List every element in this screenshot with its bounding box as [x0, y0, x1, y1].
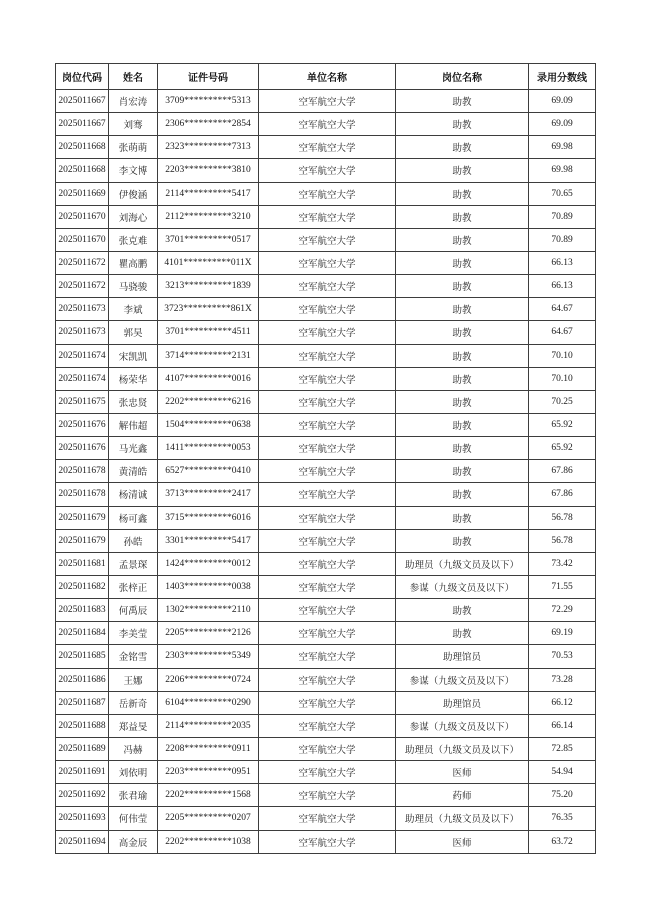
cell-post-code: 2025011679: [56, 529, 109, 552]
cell-score-line: 67.86: [529, 483, 596, 506]
cell-post-name: 助教: [396, 228, 529, 251]
cell-post-code: 2025011688: [56, 714, 109, 737]
cell-name: 李美莹: [109, 622, 158, 645]
cell-unit-name: 空军航空大学: [259, 205, 396, 228]
table-row: [56, 483, 596, 506]
table-row: [56, 182, 596, 205]
cell-post-code: 2025011689: [56, 737, 109, 760]
cell-post-code: 2025011673: [56, 298, 109, 321]
column-header-id-number: 证件号码: [158, 64, 259, 90]
cell-name: 郭昊: [109, 321, 158, 344]
cell-post-name: 助理馆员: [396, 691, 529, 714]
cell-name: 孙皓: [109, 529, 158, 552]
cell-name: 李文博: [109, 159, 158, 182]
cell-unit-name: 空军航空大学: [259, 552, 396, 575]
table-row: [56, 714, 596, 737]
cell-name: 冯赫: [109, 737, 158, 760]
cell-id-number: 1403**********0038: [158, 575, 259, 598]
cell-score-line: 75.20: [529, 784, 596, 807]
table-row: [56, 599, 596, 622]
cell-post-name: 助教: [396, 298, 529, 321]
table-row: [56, 344, 596, 367]
table-row: [56, 228, 596, 251]
cell-post-name: 助教: [396, 344, 529, 367]
cell-unit-name: 空军航空大学: [259, 228, 396, 251]
cell-post-code: 2025011678: [56, 460, 109, 483]
cell-id-number: 2114**********5417: [158, 182, 259, 205]
cell-id-number: 1411**********0053: [158, 437, 259, 460]
cell-unit-name: 空军航空大学: [259, 298, 396, 321]
cell-id-number: 2114**********2035: [158, 714, 259, 737]
cell-score-line: 66.13: [529, 275, 596, 298]
table-row: [56, 830, 596, 853]
cell-name: 岳新奇: [109, 691, 158, 714]
cell-name: 刘骞: [109, 113, 158, 136]
cell-name: 郑益旻: [109, 714, 158, 737]
cell-id-number: 1504**********0638: [158, 413, 259, 436]
cell-post-name: 助教: [396, 205, 529, 228]
cell-unit-name: 空军航空大学: [259, 599, 396, 622]
cell-post-name: 助理员（九级文员及以下）: [396, 737, 529, 760]
header-row: [56, 64, 596, 90]
cell-name: 张克难: [109, 228, 158, 251]
cell-unit-name: 空军航空大学: [259, 413, 396, 436]
cell-unit-name: 空军航空大学: [259, 251, 396, 274]
table-row: [56, 784, 596, 807]
cell-score-line: 56.78: [529, 529, 596, 552]
cell-post-code: 2025011667: [56, 113, 109, 136]
cell-unit-name: 空军航空大学: [259, 807, 396, 830]
cell-score-line: 67.86: [529, 460, 596, 483]
table-row: [56, 437, 596, 460]
cell-post-name: 助教: [396, 390, 529, 413]
table-row: [56, 136, 596, 159]
cell-post-code: 2025011668: [56, 159, 109, 182]
cell-post-name: 助理员（九级文员及以下）: [396, 807, 529, 830]
cell-unit-name: 空军航空大学: [259, 159, 396, 182]
cell-score-line: 63.72: [529, 830, 596, 853]
cell-post-code: 2025011685: [56, 645, 109, 668]
cell-post-name: 医师: [396, 830, 529, 853]
cell-score-line: 64.67: [529, 298, 596, 321]
cell-score-line: 66.14: [529, 714, 596, 737]
cell-id-number: 4107**********0016: [158, 367, 259, 390]
cell-id-number: 6527**********0410: [158, 460, 259, 483]
cell-id-number: 2202**********1038: [158, 830, 259, 853]
cell-score-line: 70.25: [529, 390, 596, 413]
cell-post-name: 助教: [396, 483, 529, 506]
cell-post-code: 2025011686: [56, 668, 109, 691]
cell-name: 肖宏涛: [109, 90, 158, 113]
cell-post-code: 2025011678: [56, 483, 109, 506]
cell-id-number: 2206**********0724: [158, 668, 259, 691]
cell-post-name: 助教: [396, 529, 529, 552]
cell-score-line: 66.12: [529, 691, 596, 714]
column-header-score-line: 录用分数线: [529, 64, 596, 90]
cell-id-number: 1424**********0012: [158, 552, 259, 575]
cell-post-name: 参谋（九级文员及以下）: [396, 668, 529, 691]
cell-post-name: 助教: [396, 413, 529, 436]
table-row: [56, 552, 596, 575]
cell-id-number: 3723**********861X: [158, 298, 259, 321]
cell-score-line: 76.35: [529, 807, 596, 830]
table-row: [56, 691, 596, 714]
cell-post-name: 助教: [396, 622, 529, 645]
cell-name: 刘依明: [109, 761, 158, 784]
cell-unit-name: 空军航空大学: [259, 529, 396, 552]
cell-post-code: 2025011679: [56, 506, 109, 529]
cell-post-name: 助教: [396, 460, 529, 483]
cell-post-name: 助教: [396, 506, 529, 529]
cell-post-name: 参谋（九级文员及以下）: [396, 575, 529, 598]
cell-post-code: 2025011681: [56, 552, 109, 575]
cell-name: 何伟莹: [109, 807, 158, 830]
cell-post-code: 2025011684: [56, 622, 109, 645]
cell-name: 马骁骏: [109, 275, 158, 298]
cell-score-line: 71.55: [529, 575, 596, 598]
cell-name: 孟景琛: [109, 552, 158, 575]
cell-name: 张萌萌: [109, 136, 158, 159]
cell-score-line: 73.42: [529, 552, 596, 575]
cell-name: 王娜: [109, 668, 158, 691]
cell-post-name: 助教: [396, 113, 529, 136]
cell-name: 马光鑫: [109, 437, 158, 460]
cell-post-code: 2025011672: [56, 251, 109, 274]
cell-score-line: 66.13: [529, 251, 596, 274]
cell-post-code: 2025011683: [56, 599, 109, 622]
cell-name: 高金辰: [109, 830, 158, 853]
cell-id-number: 2205**********0207: [158, 807, 259, 830]
cell-unit-name: 空军航空大学: [259, 113, 396, 136]
cell-name: 宋凯凯: [109, 344, 158, 367]
cell-unit-name: 空军航空大学: [259, 830, 396, 853]
table-body: [56, 90, 596, 854]
cell-unit-name: 空军航空大学: [259, 321, 396, 344]
cell-unit-name: 空军航空大学: [259, 575, 396, 598]
cell-unit-name: 空军航空大学: [259, 90, 396, 113]
cell-post-code: 2025011694: [56, 830, 109, 853]
cell-name: 解伟超: [109, 413, 158, 436]
cell-unit-name: 空军航空大学: [259, 691, 396, 714]
cell-post-name: 医师: [396, 761, 529, 784]
cell-id-number: 3701**********4511: [158, 321, 259, 344]
cell-score-line: 73.28: [529, 668, 596, 691]
cell-unit-name: 空军航空大学: [259, 182, 396, 205]
table-row: [56, 275, 596, 298]
cell-unit-name: 空军航空大学: [259, 437, 396, 460]
cell-post-name: 参谋（九级文员及以下）: [396, 714, 529, 737]
cell-unit-name: 空军航空大学: [259, 622, 396, 645]
cell-post-code: 2025011667: [56, 90, 109, 113]
cell-name: 伊俊涵: [109, 182, 158, 205]
cell-post-code: 2025011674: [56, 344, 109, 367]
cell-id-number: 2205**********2126: [158, 622, 259, 645]
cell-id-number: 3301**********5417: [158, 529, 259, 552]
cell-post-name: 助教: [396, 136, 529, 159]
table-row: [56, 668, 596, 691]
table-row: [56, 622, 596, 645]
cell-id-number: 3715**********6016: [158, 506, 259, 529]
cell-post-name: 助教: [396, 367, 529, 390]
cell-id-number: 3709**********5313: [158, 90, 259, 113]
cell-id-number: 2306**********2854: [158, 113, 259, 136]
cell-post-name: 助教: [396, 159, 529, 182]
cell-id-number: 2203**********3810: [158, 159, 259, 182]
cell-name: 杨可鑫: [109, 506, 158, 529]
cell-id-number: 3714**********2131: [158, 344, 259, 367]
cell-post-code: 2025011672: [56, 275, 109, 298]
column-header-unit-name: 单位名称: [259, 64, 396, 90]
cell-id-number: 4101**********011X: [158, 251, 259, 274]
cell-name: 刘海心: [109, 205, 158, 228]
cell-unit-name: 空军航空大学: [259, 737, 396, 760]
cell-post-code: 2025011673: [56, 321, 109, 344]
cell-score-line: 72.85: [529, 737, 596, 760]
cell-id-number: 2203**********0951: [158, 761, 259, 784]
cell-unit-name: 空军航空大学: [259, 344, 396, 367]
cell-post-code: 2025011692: [56, 784, 109, 807]
cell-unit-name: 空军航空大学: [259, 460, 396, 483]
table-row: [56, 529, 596, 552]
table-header: [56, 64, 596, 90]
cell-post-code: 2025011670: [56, 205, 109, 228]
table-row: [56, 737, 596, 760]
cell-unit-name: 空军航空大学: [259, 275, 396, 298]
column-header-post-name: 岗位名称: [396, 64, 529, 90]
table-row: [56, 807, 596, 830]
cell-score-line: 69.98: [529, 136, 596, 159]
cell-id-number: 2208**********0911: [158, 737, 259, 760]
cell-id-number: 3713**********2417: [158, 483, 259, 506]
cell-post-code: 2025011676: [56, 413, 109, 436]
cell-post-name: 助教: [396, 599, 529, 622]
table-row: [56, 367, 596, 390]
cell-score-line: 70.53: [529, 645, 596, 668]
cell-unit-name: 空军航空大学: [259, 668, 396, 691]
table-row: [56, 645, 596, 668]
cell-id-number: 2303**********5349: [158, 645, 259, 668]
cell-score-line: 70.10: [529, 344, 596, 367]
cell-score-line: 70.89: [529, 205, 596, 228]
cell-name: 张忠贤: [109, 390, 158, 413]
cell-name: 张梓正: [109, 575, 158, 598]
cell-post-code: 2025011687: [56, 691, 109, 714]
cell-score-line: 69.98: [529, 159, 596, 182]
table-row: [56, 113, 596, 136]
cell-post-code: 2025011669: [56, 182, 109, 205]
cell-score-line: 70.89: [529, 228, 596, 251]
cell-unit-name: 空军航空大学: [259, 390, 396, 413]
cell-post-name: 药师: [396, 784, 529, 807]
cell-name: 金铭雪: [109, 645, 158, 668]
cell-unit-name: 空军航空大学: [259, 136, 396, 159]
cell-score-line: 56.78: [529, 506, 596, 529]
cell-score-line: 70.65: [529, 182, 596, 205]
cell-name: 瞿高鹏: [109, 251, 158, 274]
table-row: [56, 159, 596, 182]
column-header-name: 姓名: [109, 64, 158, 90]
cell-unit-name: 空军航空大学: [259, 367, 396, 390]
cell-name: 杨清诚: [109, 483, 158, 506]
column-header-post-code: 岗位代码: [56, 64, 109, 90]
cell-score-line: 69.19: [529, 622, 596, 645]
table-row: [56, 460, 596, 483]
cell-id-number: 2323**********7313: [158, 136, 259, 159]
recruitment-score-table: [55, 63, 596, 854]
table-row: [56, 761, 596, 784]
cell-post-name: 助理员（九级文员及以下）: [396, 552, 529, 575]
cell-unit-name: 空军航空大学: [259, 714, 396, 737]
cell-name: 黄清皓: [109, 460, 158, 483]
table-row: [56, 321, 596, 344]
table-row: [56, 390, 596, 413]
cell-post-name: 助理馆员: [396, 645, 529, 668]
cell-score-line: 65.92: [529, 413, 596, 436]
cell-score-line: 64.67: [529, 321, 596, 344]
cell-score-line: 72.29: [529, 599, 596, 622]
table-row: [56, 298, 596, 321]
cell-unit-name: 空军航空大学: [259, 483, 396, 506]
cell-post-name: 助教: [396, 182, 529, 205]
cell-name: 张君瑜: [109, 784, 158, 807]
cell-post-code: 2025011693: [56, 807, 109, 830]
cell-post-code: 2025011675: [56, 390, 109, 413]
cell-id-number: 2202**********6216: [158, 390, 259, 413]
cell-post-name: 助教: [396, 251, 529, 274]
cell-post-code: 2025011668: [56, 136, 109, 159]
cell-unit-name: 空军航空大学: [259, 506, 396, 529]
cell-post-code: 2025011674: [56, 367, 109, 390]
cell-unit-name: 空军航空大学: [259, 645, 396, 668]
table-row: [56, 575, 596, 598]
cell-post-name: 助教: [396, 90, 529, 113]
cell-score-line: 69.09: [529, 113, 596, 136]
cell-score-line: 65.92: [529, 437, 596, 460]
cell-name: 杨荣华: [109, 367, 158, 390]
cell-name: 李斌: [109, 298, 158, 321]
cell-post-name: 助教: [396, 321, 529, 344]
cell-score-line: 70.10: [529, 367, 596, 390]
cell-post-code: 2025011676: [56, 437, 109, 460]
cell-name: 何禹辰: [109, 599, 158, 622]
cell-id-number: 2112**********3210: [158, 205, 259, 228]
table-row: [56, 205, 596, 228]
cell-id-number: 3701**********0517: [158, 228, 259, 251]
table-row: [56, 506, 596, 529]
cell-id-number: 6104**********0290: [158, 691, 259, 714]
table-row: [56, 413, 596, 436]
cell-post-name: 助教: [396, 275, 529, 298]
cell-unit-name: 空军航空大学: [259, 784, 396, 807]
cell-post-code: 2025011670: [56, 228, 109, 251]
table-row: [56, 90, 596, 113]
table-row: [56, 251, 596, 274]
cell-score-line: 69.09: [529, 90, 596, 113]
cell-score-line: 54.94: [529, 761, 596, 784]
cell-post-code: 2025011682: [56, 575, 109, 598]
cell-unit-name: 空军航空大学: [259, 761, 396, 784]
cell-post-code: 2025011691: [56, 761, 109, 784]
cell-id-number: 1302**********2110: [158, 599, 259, 622]
cell-post-name: 助教: [396, 437, 529, 460]
cell-id-number: 3213**********1839: [158, 275, 259, 298]
cell-id-number: 2202**********1568: [158, 784, 259, 807]
